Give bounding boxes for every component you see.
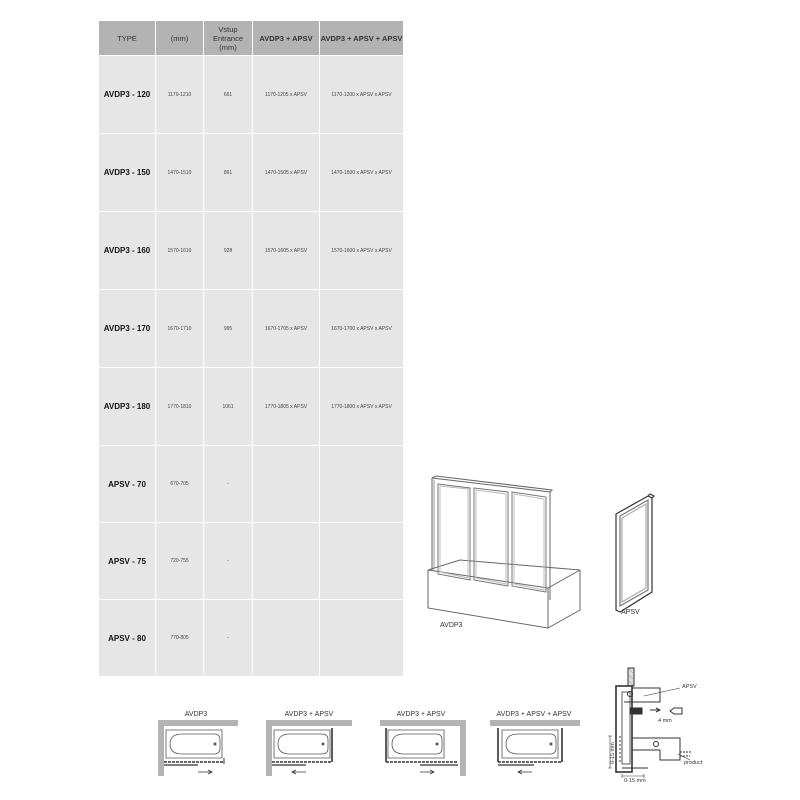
cell-entrance: - xyxy=(204,446,253,523)
cell-combo1: 1770-1805 x APSV xyxy=(253,368,320,446)
plan-view-4 xyxy=(490,720,580,780)
detail-gap-label: 4 mm xyxy=(658,718,672,724)
cell-type: AVDP3 - 150 xyxy=(99,134,156,212)
table-row xyxy=(99,56,404,134)
cell-entrance: 861 xyxy=(204,134,253,212)
cell-combo2 xyxy=(320,600,404,677)
installation-detail xyxy=(600,664,720,784)
header-combo1: AVDP3 + APSV xyxy=(253,21,320,56)
table-row xyxy=(99,212,404,290)
cell-mm: 1670-1710 xyxy=(156,290,204,368)
table-row xyxy=(99,446,404,523)
plan-title-1: AVDP3 xyxy=(184,711,208,718)
header-combo2: AVDP3 + APSV + APSV xyxy=(320,21,404,56)
header-entrance-line2: Entrance xyxy=(212,33,244,43)
cell-mm: 1470-1510 xyxy=(156,134,204,212)
table-row xyxy=(99,134,404,212)
product-size-table xyxy=(98,20,404,677)
cell-combo2: 1670-1700 x APSV x APSV xyxy=(320,290,404,368)
header-type: TYPE xyxy=(99,21,156,56)
cell-entrance: 995 xyxy=(204,290,253,368)
cell-combo2: 1570-1600 x APSV x APSV xyxy=(320,212,404,290)
cell-combo1: 1570-1605 x APSV xyxy=(253,212,320,290)
plan-title-3: AVDP3 + APSV xyxy=(396,711,446,718)
cell-mm: 720-755 xyxy=(156,523,204,600)
apsv-illustration xyxy=(608,492,658,622)
cell-combo2: 1770-1800 x APSV x APSV xyxy=(320,368,404,446)
cell-combo1 xyxy=(253,600,320,677)
header-entrance-line3: (mm) xyxy=(219,42,237,52)
cell-type: AVDP3 - 180 xyxy=(99,368,156,446)
cell-combo1: 1670-1705 x APSV xyxy=(253,290,320,368)
cell-type: APSV - 80 xyxy=(99,600,156,677)
header-entrance-line1: Vstup xyxy=(218,24,238,34)
cell-type: APSV - 70 xyxy=(99,446,156,523)
cell-entrance: - xyxy=(204,600,253,677)
detail-horizontal-label: 0-15 mm xyxy=(624,778,646,784)
cell-combo1 xyxy=(253,446,320,523)
cell-combo1 xyxy=(253,523,320,600)
cell-entrance: 1061 xyxy=(204,368,253,446)
avdp3-illustration xyxy=(420,470,590,630)
cell-mm: 770-805 xyxy=(156,600,204,677)
apsv-illustration-label: APSV xyxy=(621,609,640,616)
header-mm: (mm) xyxy=(156,21,204,56)
table-row xyxy=(99,290,404,368)
plan-title-4: AVDP3 + APSV + APSV xyxy=(496,711,572,718)
cell-entrance: 928 xyxy=(204,212,253,290)
cell-combo2: 1470-1500 x APSV x APSV xyxy=(320,134,404,212)
cell-combo1: 1170-1205 x APSV xyxy=(253,56,320,134)
cell-combo2 xyxy=(320,523,404,600)
cell-type: APSV - 75 xyxy=(99,523,156,600)
cell-mm: 1170-1210 xyxy=(156,56,204,134)
plan-view-3 xyxy=(380,720,466,780)
detail-apsv-label: APSV xyxy=(682,684,697,690)
cell-combo1: 1470-1505 x APSV xyxy=(253,134,320,212)
table-header-row xyxy=(99,21,404,56)
cell-type: AVDP3 - 170 xyxy=(99,290,156,368)
cell-type: AVDP3 - 120 xyxy=(99,56,156,134)
cell-mm: 1570-1610 xyxy=(156,212,204,290)
plan-title-2: AVDP3 + APSV xyxy=(284,711,334,718)
header-entrance xyxy=(204,21,253,56)
table-row xyxy=(99,523,404,600)
avdp3-illustration-label: AVDP3 xyxy=(440,622,463,629)
plan-view-2 xyxy=(266,720,352,780)
cell-entrance: 661 xyxy=(204,56,253,134)
detail-vertical-label: 0-15 mm xyxy=(610,742,616,764)
detail-product-label: product xyxy=(684,760,703,766)
cell-combo2 xyxy=(320,446,404,523)
table-row xyxy=(99,600,404,677)
plan-view-1 xyxy=(158,720,238,780)
cell-entrance: - xyxy=(204,523,253,600)
cell-mm: 1770-1810 xyxy=(156,368,204,446)
table-row xyxy=(99,368,404,446)
cell-type: AVDP3 - 160 xyxy=(99,212,156,290)
cell-mm: 670-705 xyxy=(156,446,204,523)
cell-combo2: 1170-1200 x APSV x APSV xyxy=(320,56,404,134)
